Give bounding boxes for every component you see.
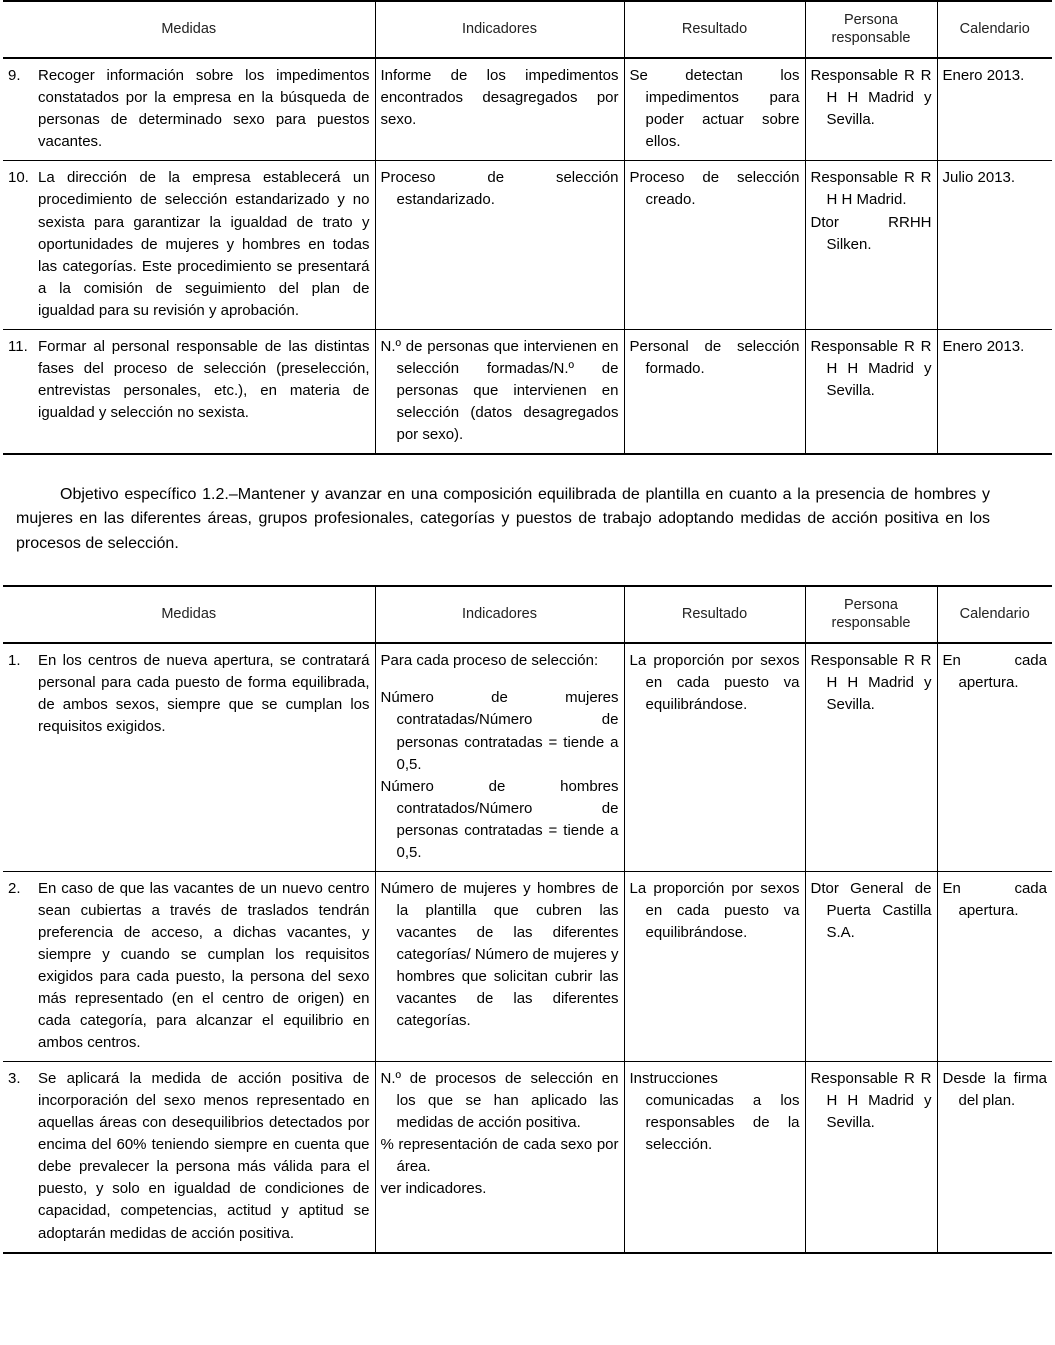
column-header-persona-line1: Persona [843,12,898,28]
objective-paragraph: Objetivo específico 1.2.–Mantener y avanzar en una composición equilibrada de plantilla en cuanto a la presencia de hombres y mujeres en las diferentes áreas, grupos profesionales, categorías y puestos de trabajo adoptando medidas de acción positiva en los procesos de selección. [16,486,990,552]
cell-indicadores [375,329,624,454]
indicator-text: Proceso de selección estandarizado. [380,169,619,209]
measures-table-objective-1-1 [3,0,1052,455]
calendar-text: Julio 2013. [942,169,1016,187]
table-header-row [3,586,1052,643]
measures-table-objective-1-2 [3,585,1052,1254]
cell-calendario [937,161,1052,329]
column-header-medidas: Medidas [3,1,375,58]
measure-body: En los centros de nueva apertura, se contratará personal para cada puesto de forma equilibrada, de ambos sexos, siempre que se cumplan los requisitos exigidos. [38,652,370,736]
column-header-resultado: Resultado [624,1,805,58]
cell-persona-responsable [805,1062,937,1253]
cell-medidas [3,58,375,161]
result-text: Instrucciones comunicadas a los responsables de la selección. [629,1070,800,1154]
cell-medidas [3,643,375,871]
cell-resultado [624,871,805,1061]
measure-body: Formar al personal responsable de las distintas fases del proceso de selección (preselección, entrevistas personales, etc.), en materia de igualdad y selección no sexista. [38,337,370,421]
measure-number: 2. [8,879,21,897]
cell-medidas [3,1062,375,1253]
measure-number: 11. [8,337,28,355]
result-text: Proceso de selección creado. [629,169,800,209]
cell-calendario [937,329,1052,454]
measure-number: 1. [8,652,21,670]
result-text: Se detectan los impedimentos para poder actuar sobre ellos. [629,67,800,151]
cell-resultado [624,643,805,871]
table-row [3,58,1052,161]
indicator-text-part3: Número de hombres contratados/Número de personas contratadas = tiende a 0,5. [380,777,619,861]
cell-medidas [3,871,375,1061]
result-text: La proporción por sexos en cada puesto va equilibrándose. [629,652,800,714]
column-header-persona-responsable [805,586,937,643]
table-row [3,871,1052,1061]
responsible-text: Responsable R R H H Madrid y Sevilla. [810,337,932,399]
cell-calendario [937,871,1052,1061]
measure-number: 9. [8,67,21,85]
cell-medidas [3,329,375,454]
measure-text [8,65,370,153]
result-text: La proporción por sexos en cada puesto va equilibrándose. [629,879,800,941]
measure-body: Se aplicará la medida de acción positiva de incorporación del sexo menos representado en aquellas áreas con desequilibrios detectados por encima del 60% teniendo siempre en cuenta que debe prevalecer la persona más válida para el puesto, y solo en igualdad de condiciones de capacidad, competencias, actitud y aptitud se adoptarán medidas de acción positiva. [38,1070,370,1242]
calendar-text: Enero 2013. [942,67,1025,85]
cell-persona-responsable [805,329,937,454]
cell-medidas [3,161,375,329]
cell-indicadores [375,161,624,329]
indicator-spacer [381,672,619,687]
column-header-medidas: Medidas [3,586,375,643]
table-row [3,329,1052,454]
column-header-indicadores: Indicadores [375,1,624,58]
cell-resultado [624,58,805,161]
calendar-text: En cada apertura. [942,879,1047,919]
indicator-text-part1: N.º de procesos de selección en los que se han aplicado las medidas de acción positiva. [380,1070,619,1132]
indicator-text-part3: ver indicadores. [380,1180,487,1198]
cell-persona-responsable [805,161,937,329]
responsible-text: Responsable R R H H Madrid y Sevilla. [810,1070,932,1132]
responsible-text-line2: Dtor RRHH Silken. [810,213,932,253]
responsible-text: Dtor General de Puerta Castilla S.A. [810,879,932,941]
column-header-persona-line2: responsable [831,30,911,47]
column-header-calendario: Calendario [937,586,1052,643]
cell-calendario [937,643,1052,871]
measure-text [8,1068,370,1244]
cell-indicadores [375,643,624,871]
table-header-row [3,1,1052,58]
cell-persona-responsable [805,643,937,871]
cell-calendario [937,1062,1052,1253]
measure-number: 10. [8,169,29,187]
calendar-text: Enero 2013. [942,337,1025,355]
cell-calendario [937,58,1052,161]
cell-indicadores [375,871,624,1061]
cell-resultado [624,329,805,454]
measure-text [8,167,370,321]
calendar-text: En cada apertura. [942,652,1047,692]
indicator-text: N.º de personas que intervienen en selección formadas/N.º de personas que intervienen en selección (datos desagregados por sexo). [380,337,619,443]
column-header-persona-line1: Persona [843,596,898,613]
measure-text [8,336,370,424]
table-row [3,643,1052,871]
column-header-resultado: Resultado [624,586,805,643]
column-header-persona-responsable [805,1,937,58]
measure-text [8,878,370,1054]
indicator-text: Número de mujeres y hombres de la plantilla que cubren las vacantes de las diferentes categorías/ Número de mujeres y hombres que solicitan cubrir las vacantes de las diferentes categorías. [380,879,619,1030]
cell-indicadores [375,1062,624,1253]
cell-resultado [624,161,805,329]
column-header-indicadores: Indicadores [375,586,624,643]
measure-body: Recoger información sobre los impedimentos constatados por la empresa en la búsqueda de personas de determinado sexo para puestos vacantes. [38,67,370,151]
measure-text [8,650,370,738]
cell-indicadores [375,58,624,161]
indicator-text-part1: Para cada proceso de selección: [380,652,599,670]
table-row [3,161,1052,329]
indicator-text: Informe de los impedimentos encontrados desagregados por sexo. [380,67,619,129]
cell-resultado [624,1062,805,1253]
column-header-persona-line2: responsable [831,615,911,632]
indicator-text-part2: Número de mujeres contratadas/Número de personas contratadas = tiende a 0,5. [380,689,619,773]
calendar-text: Desde la firma del plan. [942,1070,1047,1110]
measure-number: 3. [8,1070,21,1088]
responsible-text: Responsable R R H H Madrid y Sevilla. [810,67,932,129]
cell-persona-responsable [805,871,937,1061]
indicator-text-part2: % representación de cada sexo por área. [380,1136,619,1176]
measure-body: La dirección de la empresa establecerá un procedimiento de selección estandarizado y no sexista para garantizar la igualdad de trato y oportunidades de mujeres y hombres en todas las categorías. Este procedimiento se presentará a la comisión de seguimiento del plan de igualdad para su revisión y aprobación. [38,169,370,319]
spacer [0,556,1055,585]
measure-body: En caso de que las vacantes de un nuevo centro sean cubiertas a través de traslados tendrán preferencia de acceso, a dichas vacantes, y siempre y cuando se cumplan los requisitos exigidos para cada puesto, la persona del sexo más representado (en el centro de origen) en cada categoría, para alcanzar el equilibrio en ambos centros. [38,879,370,1052]
table-row [3,1062,1052,1253]
responsible-text: Responsable R R H H Madrid y Sevilla. [810,652,932,714]
cell-persona-responsable [805,58,937,161]
responsible-text-line1: Responsable R R H H Madrid. [810,169,932,209]
result-text: Personal de selección formado. [629,337,800,377]
column-header-calendario: Calendario [937,1,1052,58]
